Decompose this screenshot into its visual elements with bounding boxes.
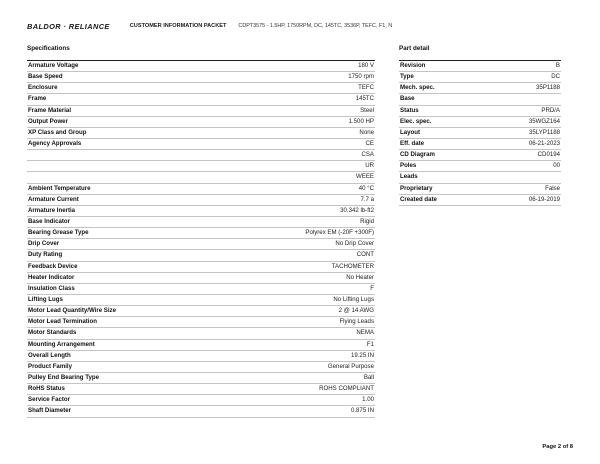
row-label: XP Class and Group <box>27 127 218 138</box>
row-value: Polyrex EM (-20F +300F) <box>218 228 375 239</box>
table-row <box>27 61 375 72</box>
row-label: Motor Lead Termination <box>27 317 218 328</box>
row-label: Duty Rating <box>27 250 218 261</box>
row-value <box>488 94 561 105</box>
table-row <box>27 228 375 239</box>
document-header <box>27 20 392 32</box>
row-label: Elec. spec. <box>399 116 488 127</box>
table-row <box>399 194 561 205</box>
row-label: Product Family <box>27 361 218 372</box>
row-value: 19.25 IN <box>218 350 375 361</box>
row-label: Leads <box>399 172 488 183</box>
row-label <box>27 172 218 183</box>
table-row <box>399 127 561 138</box>
row-label: Frame Material <box>27 105 218 116</box>
table-row <box>399 61 561 72</box>
row-value: No Heater <box>218 272 375 283</box>
row-value: 35LYP1188 <box>488 127 561 138</box>
table-row <box>399 172 561 183</box>
table-row <box>27 116 375 127</box>
table-row <box>27 294 375 305</box>
row-value: PRD/A <box>488 105 561 116</box>
row-label: Overall Length <box>27 350 218 361</box>
row-value: 0.875 IN <box>218 406 375 417</box>
row-value: 1750 rpm <box>218 72 375 83</box>
row-label: Base <box>399 94 488 105</box>
table-row <box>399 94 561 105</box>
row-value: None <box>218 127 375 138</box>
row-value: TACHOMETER <box>218 261 375 272</box>
row-label: Ambient Temperature <box>27 183 218 194</box>
row-label: Mounting Arrangement <box>27 339 218 350</box>
row-value: UR <box>218 161 375 172</box>
row-value: 7.7 a <box>218 194 375 205</box>
row-value: B <box>488 61 561 72</box>
table-row <box>27 372 375 383</box>
table-row <box>27 150 375 161</box>
table-row <box>399 161 561 172</box>
row-value: ROHS COMPLIANT <box>218 384 375 395</box>
table-row <box>27 384 375 395</box>
page-number: Page 2 of 8 <box>542 444 573 450</box>
row-label: Revision <box>399 61 488 72</box>
row-value: 2 @ 14 AWG <box>218 306 375 317</box>
table-row <box>27 350 375 361</box>
row-value: F <box>218 283 375 294</box>
row-value: Flying Leads <box>218 317 375 328</box>
row-value: CD0194 <box>488 150 561 161</box>
table-row <box>399 72 561 83</box>
row-label: Motor Lead Quantity/Wire Size <box>27 306 218 317</box>
table-row <box>27 317 375 328</box>
row-value: Rigid <box>218 216 375 227</box>
table-row <box>27 272 375 283</box>
row-label: Pulley End Bearing Type <box>27 372 218 383</box>
table-row <box>27 361 375 372</box>
row-value: 180 V <box>218 61 375 72</box>
row-value: 35WGZ164 <box>488 116 561 127</box>
part-detail-title: Part detail <box>399 45 430 52</box>
table-row <box>27 283 375 294</box>
table-row <box>27 395 375 406</box>
row-value: 40 °C <box>218 183 375 194</box>
row-label: Eff. date <box>399 138 488 149</box>
row-value: 06-21-2023 <box>488 138 561 149</box>
packet-title: CUSTOMER INFORMATION PACKET <box>129 23 227 29</box>
baldor-reliance-logo: BALDOR · RELIANCE <box>27 21 110 31</box>
table-row <box>27 183 375 194</box>
table-row <box>27 194 375 205</box>
row-label: Armature Voltage <box>27 61 218 72</box>
row-label: Frame <box>27 94 218 105</box>
table-row <box>27 161 375 172</box>
row-value: CSA <box>218 150 375 161</box>
row-label: Agency Approvals <box>27 138 218 149</box>
row-label: Output Power <box>27 116 218 127</box>
row-value: 1.00 <box>218 395 375 406</box>
row-label: Base Indicator <box>27 216 218 227</box>
table-row <box>399 138 561 149</box>
table-row <box>27 94 375 105</box>
row-label: Armature Inertia <box>27 205 218 216</box>
row-label: Base Speed <box>27 72 218 83</box>
row-value <box>488 172 561 183</box>
table-row <box>27 339 375 350</box>
row-label <box>27 161 218 172</box>
table-row <box>27 127 375 138</box>
row-label: Poles <box>399 161 488 172</box>
row-label: Type <box>399 72 488 83</box>
row-label: Insulation Class <box>27 283 218 294</box>
row-value: Ball <box>218 372 375 383</box>
row-label: Motor Standards <box>27 328 218 339</box>
row-label <box>27 150 218 161</box>
row-value: F1 <box>218 339 375 350</box>
row-label: RoHS Status <box>27 384 218 395</box>
part-detail-table <box>399 60 561 206</box>
row-label: Status <box>399 105 488 116</box>
row-value: TEFC <box>218 83 375 94</box>
row-value: No Drip Cover <box>218 239 375 250</box>
row-value: General Purpose <box>218 361 375 372</box>
table-row <box>399 150 561 161</box>
row-value: CONT <box>218 250 375 261</box>
row-value: DC <box>488 72 561 83</box>
row-value: NEMA <box>218 328 375 339</box>
row-label: Bearing Grease Type <box>27 228 218 239</box>
specifications-table <box>27 60 375 418</box>
row-value: Steel <box>218 105 375 116</box>
row-value: 06-19-2019 <box>488 194 561 205</box>
row-label: Mech. spec. <box>399 83 488 94</box>
row-label: Service Factor <box>27 395 218 406</box>
table-row <box>27 216 375 227</box>
row-label: Feedback Device <box>27 261 218 272</box>
table-row <box>27 172 375 183</box>
row-value: 35P1188 <box>488 83 561 94</box>
row-label: Proprietary <box>399 183 488 194</box>
row-label: Layout <box>399 127 488 138</box>
row-value: 1.500 HP <box>218 116 375 127</box>
specifications-title: Specifications <box>27 45 70 52</box>
row-label: Lifting Lugs <box>27 294 218 305</box>
row-value: 30.342 lb-ft2 <box>218 205 375 216</box>
row-label: Enclosure <box>27 83 218 94</box>
catalog-description: CDPT3575 - 1.5HP, 1750RPM, DC, 145TC, 3536P, TEFC, F1, N <box>238 23 393 29</box>
table-row <box>27 138 375 149</box>
table-row <box>27 250 375 261</box>
table-row <box>399 183 561 194</box>
row-label: Armature Current <box>27 194 218 205</box>
row-value: 145TC <box>218 94 375 105</box>
row-label: Heater Indicator <box>27 272 218 283</box>
row-label: Shaft Diameter <box>27 406 218 417</box>
row-value: CE <box>218 138 375 149</box>
row-value: False <box>488 183 561 194</box>
table-row <box>27 328 375 339</box>
table-row <box>27 105 375 116</box>
table-row <box>399 105 561 116</box>
row-label: CD Diagram <box>399 150 488 161</box>
table-row <box>27 406 375 417</box>
table-row <box>27 72 375 83</box>
row-value: WEEE <box>218 172 375 183</box>
row-label: Created date <box>399 194 488 205</box>
table-row <box>399 116 561 127</box>
row-value: 00 <box>488 161 561 172</box>
table-row <box>27 205 375 216</box>
table-row <box>27 261 375 272</box>
row-label: Drip Cover <box>27 239 218 250</box>
table-row <box>399 83 561 94</box>
table-row <box>27 306 375 317</box>
table-row <box>27 83 375 94</box>
row-value: No Lifting Lugs <box>218 294 375 305</box>
table-row <box>27 239 375 250</box>
